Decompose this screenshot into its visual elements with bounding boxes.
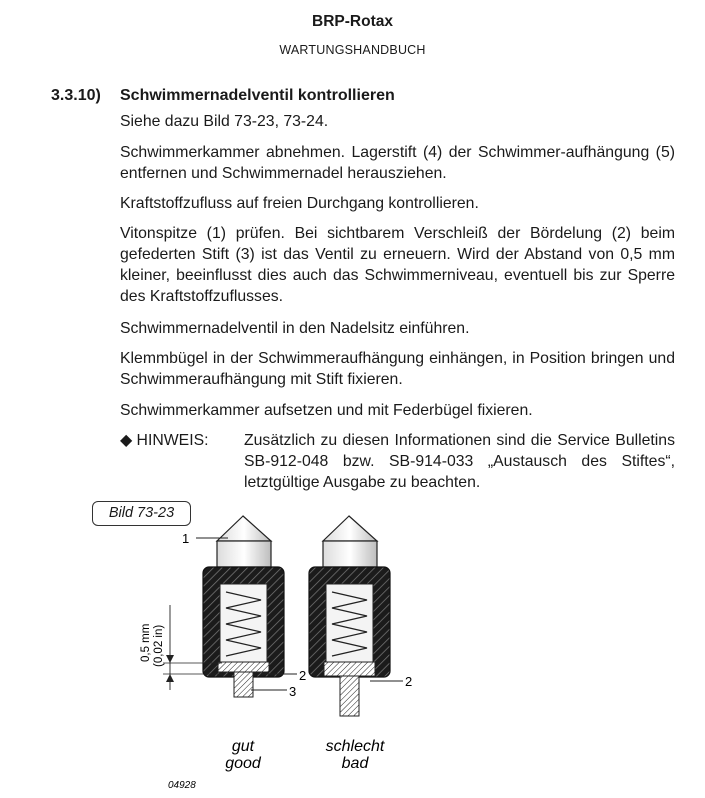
paragraph-insert-valve: Schwimmernadelventil in den Nadelsitz einführen. [120, 320, 470, 337]
tip-collar-bad [323, 541, 377, 567]
paragraph-reference: Siehe dazu Bild 73-23, 73-24. [120, 113, 329, 130]
paragraph-attach-chamber: Schwimmerkammer aufsetzen und mit Federbügel fixieren. [120, 402, 533, 419]
note-label: ◆ HINWEIS: [120, 432, 209, 449]
callout-3: 3 [289, 684, 297, 699]
valve-good-drawing [203, 516, 284, 697]
callout-2-right: 2 [405, 674, 413, 689]
dim-in: (0,02 in) [153, 624, 165, 667]
callout-1: 1 [182, 531, 190, 546]
flange-good [218, 662, 269, 672]
paragraph-remove-chamber: Schwimmerkammer abnehmen. Lagerstift (4) der Schwimmer-aufhängung (5) entfernen und Schwimmernadel herausziehen. [120, 144, 675, 182]
dim-arrow-top [166, 655, 174, 663]
valve-bad-drawing [309, 516, 390, 716]
callout-2-left: 2 [299, 668, 307, 683]
viton-tip-bad [323, 516, 377, 541]
dim-mm: 0,5 mm [140, 623, 152, 662]
caption-good-en: good [225, 755, 261, 772]
viton-tip-good [217, 516, 271, 541]
paragraph-viton-tip: Vitonspitze (1) prüfen. Bei sichtbarem Verschleiß der Bördelung (2) beim gefederten Stift (3) ist das Ventil zu erneuern. Wird der Abstand von 0,5 mm kleiner, beeinflusst dies auch das Schwimmerniveau, eventuell bis zur Sperre des Kraftstoffzuflusses. [120, 225, 675, 305]
figure-label: Bild 73-23 [92, 501, 191, 526]
section-number: 3.3.10) [51, 87, 101, 104]
manual-title: WARTUNGSHANDBUCH [279, 43, 426, 57]
brand-header: BRP-Rotax [312, 13, 393, 30]
flange-bad [324, 662, 375, 676]
pin-good [234, 672, 253, 697]
dim-arrow-bottom [166, 674, 174, 682]
note-text: Zusätzlich zu diesen Informationen sind die Service Bulletins SB-912-048 bzw. SB-914-033 „Austausch des Stiftes“, letztgültige Ausgabe zu beachten. [244, 432, 675, 491]
drawing-code: 04928 [168, 780, 196, 791]
tip-collar-good [217, 541, 271, 567]
caption-bad-en: bad [341, 755, 369, 772]
caption-bad-de: schlecht [325, 738, 385, 755]
valve-figure [0, 510, 705, 798]
paragraph-clamp: Klemmbügel in der Schwimmeraufhängung einhängen, in Position bringen und Schwimmeraufhängung mit Stift fixieren. [120, 350, 675, 388]
paragraph-fuel-flow: Kraftstoffzufluss auf freien Durchgang kontrollieren. [120, 195, 479, 212]
pin-bad [340, 676, 359, 716]
section-title: Schwimmernadelventil kontrollieren [120, 87, 395, 104]
caption-good-de: gut [231, 738, 255, 755]
